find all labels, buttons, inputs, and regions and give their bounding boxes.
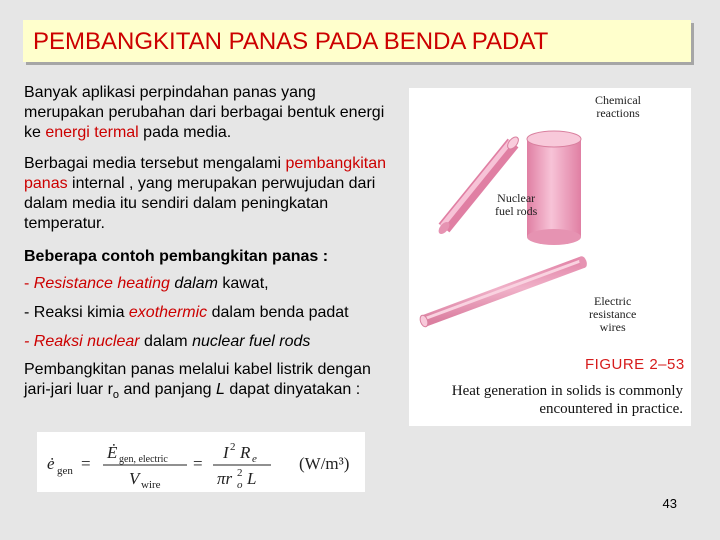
formula-num1-sub: gen, electric <box>119 454 168 465</box>
examples-heading: Beberapa contoh pembangkitan panas : <box>24 248 329 265</box>
formula-den2-sub: o <box>237 479 243 491</box>
paragraph-cable <box>24 360 396 405</box>
item3-mid: dalam <box>139 333 193 350</box>
para3-length-symbol: L <box>216 381 225 398</box>
formula-num2-R: R <box>240 443 251 462</box>
formula-den2-L: L <box>247 469 257 488</box>
example-item-exothermic <box>24 303 396 323</box>
example-item-resistance <box>24 274 396 294</box>
para2-text: Berbagai media tersebut mengalami <box>24 155 286 172</box>
item2-end: dalam benda padat <box>207 304 349 321</box>
formula-den1: V <box>129 469 140 488</box>
para3-mid: and panjang <box>119 381 217 398</box>
paragraph-media <box>24 154 396 234</box>
formula-den1-sub: wire <box>141 479 161 491</box>
formula-num2-R-sub: e <box>252 453 257 465</box>
label-nuclear-line2: fuel rods <box>495 204 538 218</box>
title-box <box>23 20 691 62</box>
item2-text: - Reaksi kimia <box>24 304 129 321</box>
item1-end: kawat, <box>217 275 269 292</box>
formula-num2: I <box>223 443 229 462</box>
formula-box <box>37 432 365 492</box>
para1-text: Banyak aplikasi perpindahan panas yang merupakan perubahan dari berbagai bentuk energi ke <box>24 84 385 141</box>
para1-highlight: energi termal <box>45 124 139 141</box>
item3-end: nuclear fuel rods <box>192 333 311 350</box>
formula-eq2: = <box>193 454 203 473</box>
label-electric-line1: Electric <box>594 294 632 308</box>
electric-wire <box>419 255 589 328</box>
figure-number: FIGURE 2–53 <box>585 356 685 373</box>
item1-dash: - <box>24 275 34 292</box>
para2-highlight: pembangkitan panas <box>24 155 386 192</box>
item1-mid: dalam <box>169 275 218 292</box>
para3-end: dapat dinyatakan : <box>224 381 361 398</box>
example-item-nuclear <box>24 332 396 352</box>
slide-title: PEMBANGKITAN PANAS PADA BENDA PADAT <box>33 28 549 55</box>
label-nuclear-line1: Nuclear <box>497 191 536 205</box>
figure-illustration <box>409 88 691 426</box>
page-number: 43 <box>662 496 677 511</box>
formula-units: (W/m³) <box>299 454 350 473</box>
para2-end: internal , yang merupakan perwujudan dari dalam media itu sendiri dalam peningkatan temperatur. <box>24 175 376 232</box>
label-chemical-line1: Chemical <box>595 93 641 107</box>
formula-num1: Ė <box>107 443 118 462</box>
label-electric-line3: wires <box>599 320 626 334</box>
figure-caption: Heat generation in solids is commonly encountered in practice. <box>451 383 683 417</box>
para3-sub: o <box>112 389 120 402</box>
item2-highlight: exothermic <box>128 304 208 321</box>
figure-heat-generation <box>409 88 691 426</box>
heat-generation-formula <box>37 432 365 492</box>
formula-den2: πr <box>217 469 233 488</box>
label-chemical-line2: reactions <box>596 106 640 120</box>
label-chemical-reactions <box>595 94 641 120</box>
formula-lhs-sub: gen <box>57 465 73 477</box>
label-electric-line2: resistance <box>589 307 637 321</box>
chemical-cylinder <box>527 131 581 245</box>
label-nuclear-fuel-rods <box>495 192 537 218</box>
formula-eq1: = <box>81 454 91 473</box>
item3-highlight: - Reaksi nuclear <box>24 333 140 350</box>
para1-end: pada media. <box>138 124 232 141</box>
formula-den2-sup: 2 <box>237 467 243 479</box>
nuclear-fuel-rod <box>436 135 520 236</box>
item1-highlight: Resistance heating <box>33 275 170 292</box>
para3-text: Pembangkitan panas melalui kabel listrik dengan jari-jari luar r <box>24 361 371 398</box>
paragraph-intro <box>24 83 396 143</box>
formula-lhs: ė <box>47 454 55 473</box>
formula-num2-sup: 2 <box>230 441 236 453</box>
label-electric-wires <box>589 295 636 334</box>
